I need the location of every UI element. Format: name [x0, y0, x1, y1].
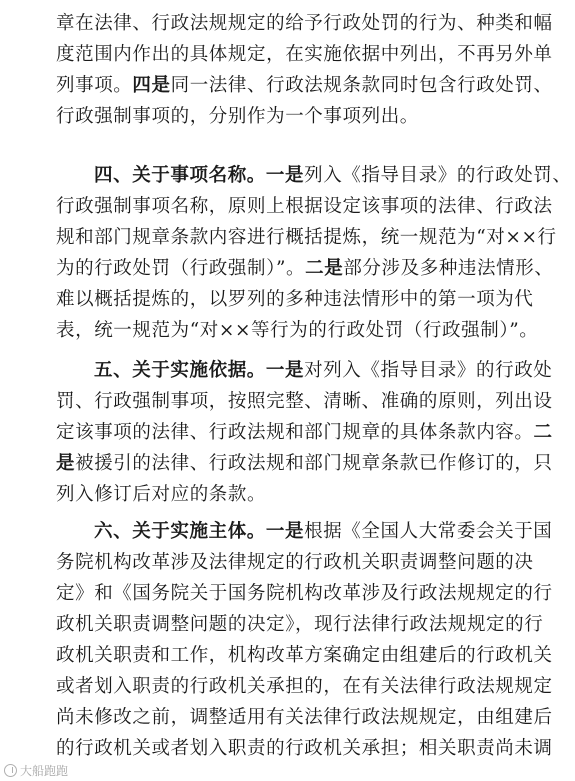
paragraph-item-name	[56, 160, 572, 346]
bold-lead: 四是	[132, 75, 171, 96]
watermark	[4, 762, 68, 779]
text-line: 或者划入职责的行政机关承担的，在有关法律行政法规规定	[56, 676, 553, 697]
bold-lead: 二是	[305, 258, 344, 279]
text-run: 定该事项的法律、行政法规和部门规章的具体条款内容。	[56, 422, 534, 443]
bold-lead: 二	[533, 422, 553, 443]
bold-lead: 是	[56, 453, 76, 474]
text-line: 度范围内作出的具体规定，在实施依据中列出，不再另外单	[56, 44, 553, 65]
text-run: 对列入《指导目录》的行政处	[304, 360, 553, 381]
text-line	[56, 417, 553, 448]
text-run: 部分涉及多种违法情形、	[343, 258, 554, 279]
text-line: 行政强制事项的，分别作为一个事项列出。	[56, 106, 419, 127]
text-run: 同一法律、行政法规条款同时包含行政处罚、	[170, 75, 553, 96]
text-line: 的行政机关或者划入职责的行政机关承担；相关职责尚未调	[56, 738, 553, 759]
paragraph-continuation	[56, 8, 553, 132]
text-line: 政机关职责和工作，机构改革方案确定由组建后的行政机关	[56, 645, 553, 666]
watermark-text: 大船跑跑	[20, 764, 69, 778]
text-line: 罚、行政强制事项，按照完整、清晰、准确的原则，列出设	[56, 391, 553, 412]
text-line	[56, 160, 572, 191]
text-line: 定》和《国务院关于国务院机构改革涉及行政法规规定的行	[56, 583, 553, 604]
text-run: 为的行政处罚（行政强制）”。	[56, 258, 306, 279]
text-line: 难以概括提炼的，以罗列的多种违法情形中的第一项为代	[56, 289, 534, 310]
text-run: 列入《指导目录》的行政处罚、	[304, 165, 572, 186]
paragraph-implementation-basis	[56, 355, 553, 510]
logo-icon	[4, 764, 17, 777]
text-line	[56, 253, 554, 284]
text-line: 务院机构改革涉及法律规定的行政机关职责调整问题的决	[56, 552, 534, 573]
text-line: 表，统一规范为“对××等行为的行政处罚（行政强制）”。	[56, 320, 539, 341]
text-line	[56, 355, 553, 386]
text-line: 行政强制事项名称，原则上根据设定该事项的法律、行政法	[56, 196, 553, 217]
text-run: 被援引的法律、行政法规和部门规章条款已作修订的，只	[75, 453, 553, 474]
text-line: 尚未修改之前，调整适用有关法律行政法规规定，由组建后	[56, 707, 553, 728]
section-heading: 六、关于实施主体。一是	[94, 521, 305, 542]
section-heading: 四、关于事项名称。一是	[94, 165, 305, 186]
text-run: 列事项。	[56, 75, 133, 96]
text-line: 政机关职责调整问题的决定》，现行法律行政法规规定的行	[56, 614, 544, 635]
text-line	[56, 448, 553, 479]
text-run: 根据《全国人大常委会关于国	[304, 521, 553, 542]
section-heading: 五、关于实施依据。一是	[94, 360, 305, 381]
text-line	[56, 70, 553, 101]
text-line: 规和部门规章条款内容进行概括提炼，统一规范为“对××行	[56, 227, 557, 248]
paragraph-implementing-body	[56, 516, 553, 764]
text-line: 章在法律、行政法规规定的给予行政处罚的行为、种类和幅	[56, 13, 553, 34]
text-line	[56, 516, 553, 547]
text-line: 列入修订后对应的条款。	[56, 484, 267, 505]
